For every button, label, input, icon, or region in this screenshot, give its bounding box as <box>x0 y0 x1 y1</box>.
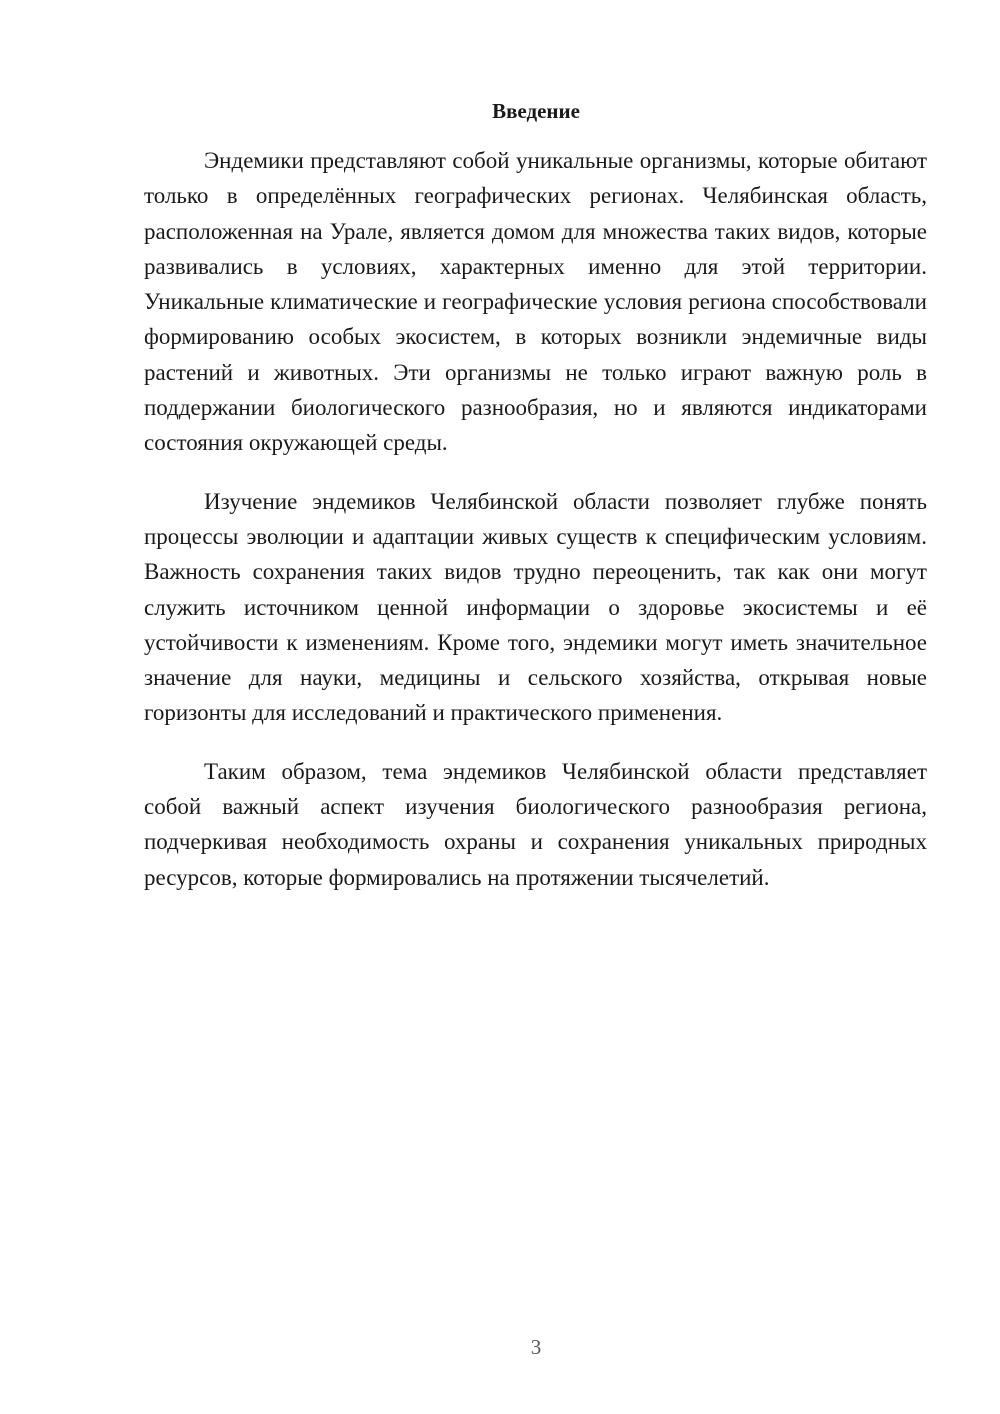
body-text <box>144 143 927 895</box>
paragraph-3: Таким образом, тема эндемиков Челябинской области представляет собой важный аспект изучения биологического разнообразия региона, подчеркивая необходимость охраны и сохранения уникальных природных ресурсов, которые формировались на протяжении тысячелетий. <box>144 758 927 890</box>
section-heading: Введение <box>492 99 580 123</box>
paragraph-2: Изучение эндемиков Челябинской области позволяет глубже понять процессы эволюции и адаптации живых существ к специфическим условиям. Важность сохранения таких видов трудно переоценить, так как они могут служить источником ценной информации о здоровье экосистемы и её устойчивости к изменениям. Кроме того, эндемики могут иметь значительное значение для науки, медицины и сельского хозяйства, открывая новые горизонты для исследований и практического применения. <box>144 488 927 726</box>
page-number: 3 <box>530 1335 542 1359</box>
paragraph-1: Эндемики представляют собой уникальные организмы, которые обитают только в определённых географических регионах. Челябинская область, расположенная на Урале, является домом для множества таких видов, которые развивались в условиях, характерных именно для этой территории. Уникальные климатические и географические условия региона способствовали формированию особых экосистем, в которых возникли эндемичные виды растений и животных. Эти организмы не только играют важную роль в поддержании биологического разнообразия, но и являются индикаторами состояния окружающей среды. <box>144 148 927 456</box>
